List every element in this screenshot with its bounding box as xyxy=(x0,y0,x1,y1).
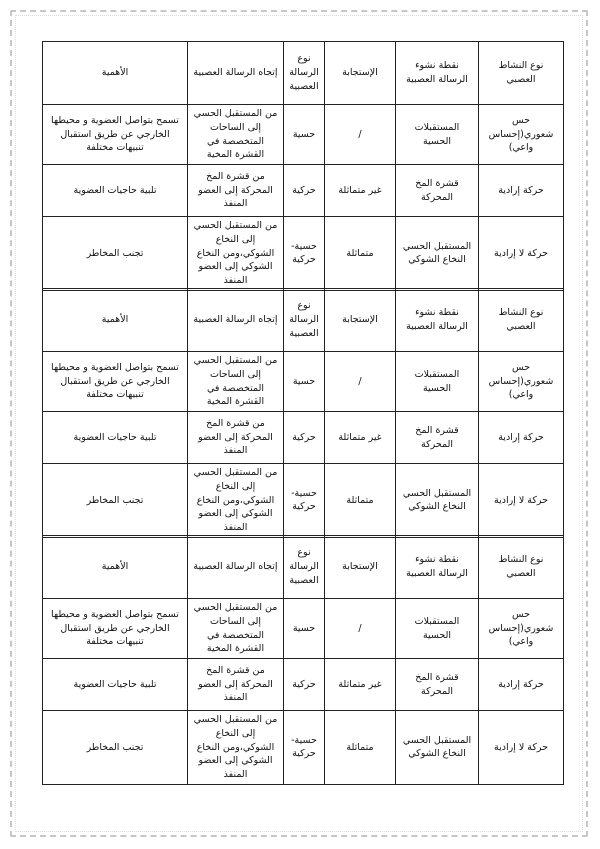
cell-response: / xyxy=(325,599,396,659)
header-message-type: نوع الرسالة العصبية xyxy=(284,536,325,599)
table-header-row xyxy=(43,289,564,352)
header-response: الإستجابة xyxy=(325,42,396,105)
table-row xyxy=(43,659,564,711)
nervous-activity-table xyxy=(42,535,564,785)
cell-message-type: حسية xyxy=(284,352,325,412)
header-origin-point: نقطة نشوء الرسالة العصبية xyxy=(396,42,479,105)
table-header-row xyxy=(43,42,564,105)
nervous-activity-table xyxy=(42,41,564,291)
table-row xyxy=(43,464,564,538)
cell-importance: تجنب المخاطر xyxy=(43,464,188,538)
header-importance: الأهمية xyxy=(43,536,188,599)
header-response: الإستجابة xyxy=(325,289,396,352)
cell-origin-point: المستقبلات الحسية xyxy=(396,105,479,165)
header-importance: الأهمية xyxy=(43,42,188,105)
header-activity-type: نوع النشاط العصبي xyxy=(479,289,564,352)
cell-message-direction: من قشرة المخ المحركة إلى العضو المنفذ xyxy=(188,412,284,464)
cell-message-type: حسية- حركية xyxy=(284,711,325,785)
cell-origin-point: قشرة المخ المحركة xyxy=(396,412,479,464)
cell-origin-point: المستقبل الحسي النخاع الشوكي xyxy=(396,464,479,538)
cell-message-type: حسية- حركية xyxy=(284,217,325,291)
cell-message-direction: من قشرة المخ المحركة إلى العضو المنفذ xyxy=(188,165,284,217)
cell-origin-point: قشرة المخ المحركة xyxy=(396,165,479,217)
table-row xyxy=(43,352,564,412)
header-message-type: نوع الرسالة العصبية xyxy=(284,42,325,105)
cell-message-direction: من المستقبل الحسي إلى الساحات المتخصصة في القشرة المخية xyxy=(188,352,284,412)
table-row xyxy=(43,599,564,659)
cell-response: متماثلة xyxy=(325,464,396,538)
cell-importance: تلبية حاجيات العضوية xyxy=(43,412,188,464)
cell-message-direction: من قشرة المخ المحركة إلى العضو المنفذ xyxy=(188,659,284,711)
cell-importance: تلبية حاجيات العضوية xyxy=(43,165,188,217)
cell-response: غير متماثلة xyxy=(325,412,396,464)
cell-message-type: حسية xyxy=(284,599,325,659)
table-row xyxy=(43,105,564,165)
cell-activity-type: حركة إرادية xyxy=(479,165,564,217)
table-header-row xyxy=(43,536,564,599)
header-message-direction: إتجاه الرسالة العصبية xyxy=(188,289,284,352)
cell-origin-point: قشرة المخ المحركة xyxy=(396,659,479,711)
cell-activity-type: حركة لا إرادية xyxy=(479,711,564,785)
cell-message-direction: من المستقبل الحسي إلى النخاع الشوكي،ومن النخاع الشوكي إلى العضو المنفذ xyxy=(188,217,284,291)
cell-activity-type: حس شعوري(إحساس واعي) xyxy=(479,599,564,659)
cell-activity-type: حس شعوري(إحساس واعي) xyxy=(479,105,564,165)
cell-response: غير متماثلة xyxy=(325,659,396,711)
cell-message-direction: من المستقبل الحسي إلى الساحات المتخصصة في القشرة المخية xyxy=(188,599,284,659)
table-row xyxy=(43,217,564,291)
header-message-direction: إتجاه الرسالة العصبية xyxy=(188,536,284,599)
cell-importance: تجنب المخاطر xyxy=(43,711,188,785)
header-activity-type: نوع النشاط العصبي xyxy=(479,42,564,105)
cell-response: غير متماثلة xyxy=(325,165,396,217)
cell-message-direction: من المستقبل الحسي إلى الساحات المتخصصة في القشرة المخية xyxy=(188,105,284,165)
cell-activity-type: حركة إرادية xyxy=(479,659,564,711)
cell-response: متماثلة xyxy=(325,711,396,785)
header-message-type: نوع الرسالة العصبية xyxy=(284,289,325,352)
cell-message-type: حركية xyxy=(284,659,325,711)
header-importance: الأهمية xyxy=(43,289,188,352)
cell-origin-point: المستقبل الحسي النخاع الشوكي xyxy=(396,711,479,785)
cell-message-type: حركية xyxy=(284,412,325,464)
header-message-direction: إتجاه الرسالة العصبية xyxy=(188,42,284,105)
cell-activity-type: حركة لا إرادية xyxy=(479,464,564,538)
cell-importance: تسمح بتواصل العضوية و محيطها الخارجي عن طريق استقبال تنبيهات مختلفة xyxy=(43,599,188,659)
cell-message-type: حسية- حركية xyxy=(284,464,325,538)
cell-message-direction: من المستقبل الحسي إلى النخاع الشوكي،ومن النخاع الشوكي إلى العضو المنفذ xyxy=(188,464,284,538)
cell-message-direction: من المستقبل الحسي إلى النخاع الشوكي،ومن النخاع الشوكي إلى العضو المنفذ xyxy=(188,711,284,785)
cell-activity-type: حركة لا إرادية xyxy=(479,217,564,291)
cell-importance: تجنب المخاطر xyxy=(43,217,188,291)
cell-response: متماثلة xyxy=(325,217,396,291)
cell-activity-type: حركة إرادية xyxy=(479,412,564,464)
cell-response: / xyxy=(325,352,396,412)
table-row xyxy=(43,711,564,785)
cell-origin-point: المستقبل الحسي النخاع الشوكي xyxy=(396,217,479,291)
header-origin-point: نقطة نشوء الرسالة العصبية xyxy=(396,289,479,352)
cell-importance: تسمح بتواصل العضوية و محيطها الخارجي عن طريق استقبال تنبيهات مختلفة xyxy=(43,105,188,165)
cell-message-type: حركية xyxy=(284,165,325,217)
cell-origin-point: المستقبلات الحسية xyxy=(396,599,479,659)
cell-activity-type: حس شعوري(إحساس واعي) xyxy=(479,352,564,412)
cell-origin-point: المستقبلات الحسية xyxy=(396,352,479,412)
cell-importance: تسمح بتواصل العضوية و محيطها الخارجي عن طريق استقبال تنبيهات مختلفة xyxy=(43,352,188,412)
cell-response: / xyxy=(325,105,396,165)
nervous-activity-table xyxy=(42,288,564,538)
header-origin-point: نقطة نشوء الرسالة العصبية xyxy=(396,536,479,599)
cell-message-type: حسية xyxy=(284,105,325,165)
table-row xyxy=(43,412,564,464)
cell-importance: تلبية حاجيات العضوية xyxy=(43,659,188,711)
table-row xyxy=(43,165,564,217)
header-response: الإستجابة xyxy=(325,536,396,599)
header-activity-type: نوع النشاط العصبي xyxy=(479,536,564,599)
